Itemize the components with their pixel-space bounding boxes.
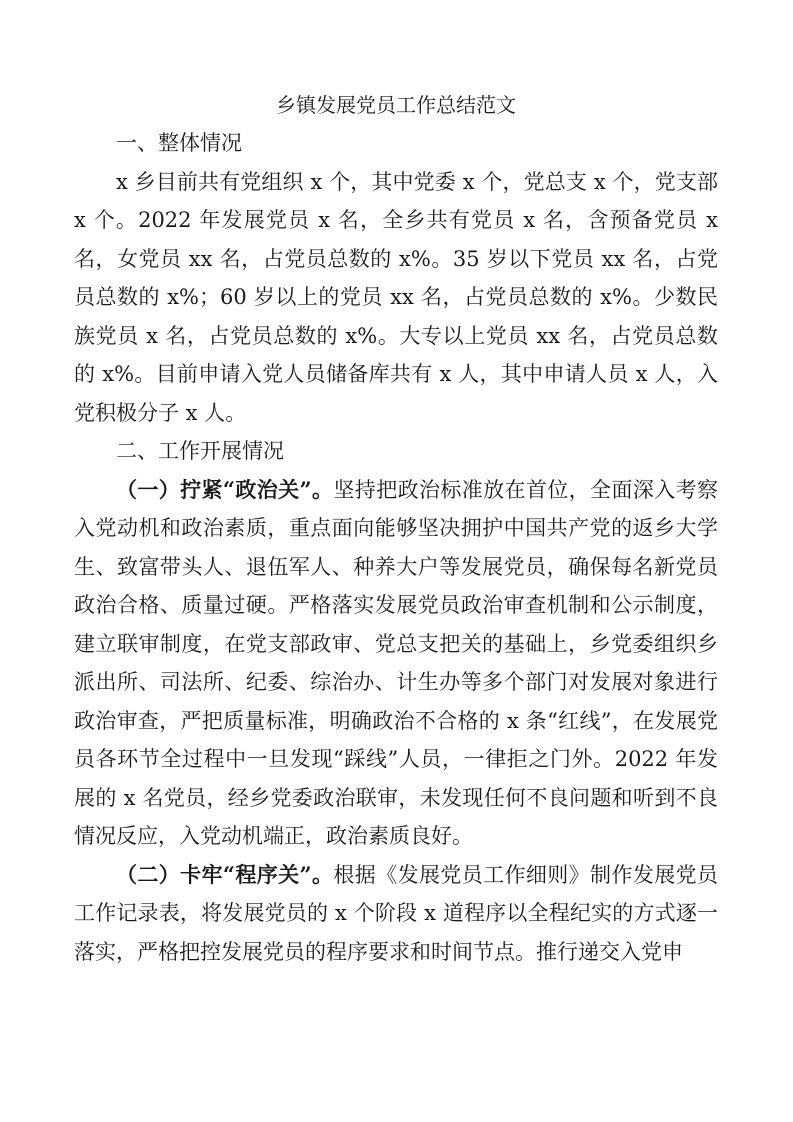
section-heading-work: 二、工作开展情况 (116, 439, 284, 463)
paragraph-political-check (74, 471, 718, 856)
paragraph-text: 坚持把政治标准放在首位，全面深入考察入党动机和政治素质，重点面向能够坚决拥护中国共产党的返乡大学生、致富带头人、退伍军人、种养大户等发展党员，确保每名新党员政治合格、质量过硬。严格落实发展党员政治审查机制和公示制度，建立联审制度，在党支部政审、党总支把关的基础上，乡党委组织乡派出所、司法所、纪委、综治办、计生办等多个部门对发展对象进行政治审查，严把质量标准，明确政治不合格的 x 条“红线”，在发展党员各环节全过程中一旦发现“踩线”人员，一律拒之门外。2022 年发展的 x 名党员，经乡党委政治联审，未发现任何不良问题和听到不良情况反应，入党动机端正，政治素质良好。 (74, 477, 718, 848)
paragraph-procedure-check (74, 856, 718, 972)
paragraph-text: x 乡目前共有党组织 x 个，其中党委 x 个，党总支 x 个，党支部 x 个。2022 年发展党员 x 名，全乡共有党员 x 名，含预备党员 x 名，女党员 xx 名，占党员总数的 x%。35 岁以下党员 xx 名，占党员总数的 x%；60 岁以上的党员 xx 名，占党员总数的 x%。少数民族党员 x 名，占党员总数的 x%。大专以上党员 xx 名，占党员总数的 x%。目前申请入党人员储备库共有 x 人，其中申请人员 x 人，入党积极分子 x 人。 (74, 169, 718, 425)
document-title: 乡镇发展党员工作总结范文 (276, 93, 516, 117)
paragraph-overview (74, 163, 718, 433)
paragraph-lead: （一）拧紧“政治关”。 (116, 476, 334, 502)
document-body (74, 86, 718, 971)
paragraph-lead: （二）卡牢“程序关”。 (116, 861, 334, 887)
section-heading-overview: 一、整体情况 (116, 131, 242, 155)
paragraph-text: 根据《发展党员工作细则》制作发展党员工作记录表，将发展党员的 x 个阶段 x 道程序以全程纪实的方式逐一落实，严格把控发展党员的程序要求和时间节点。推行递交入党申 (74, 862, 718, 964)
